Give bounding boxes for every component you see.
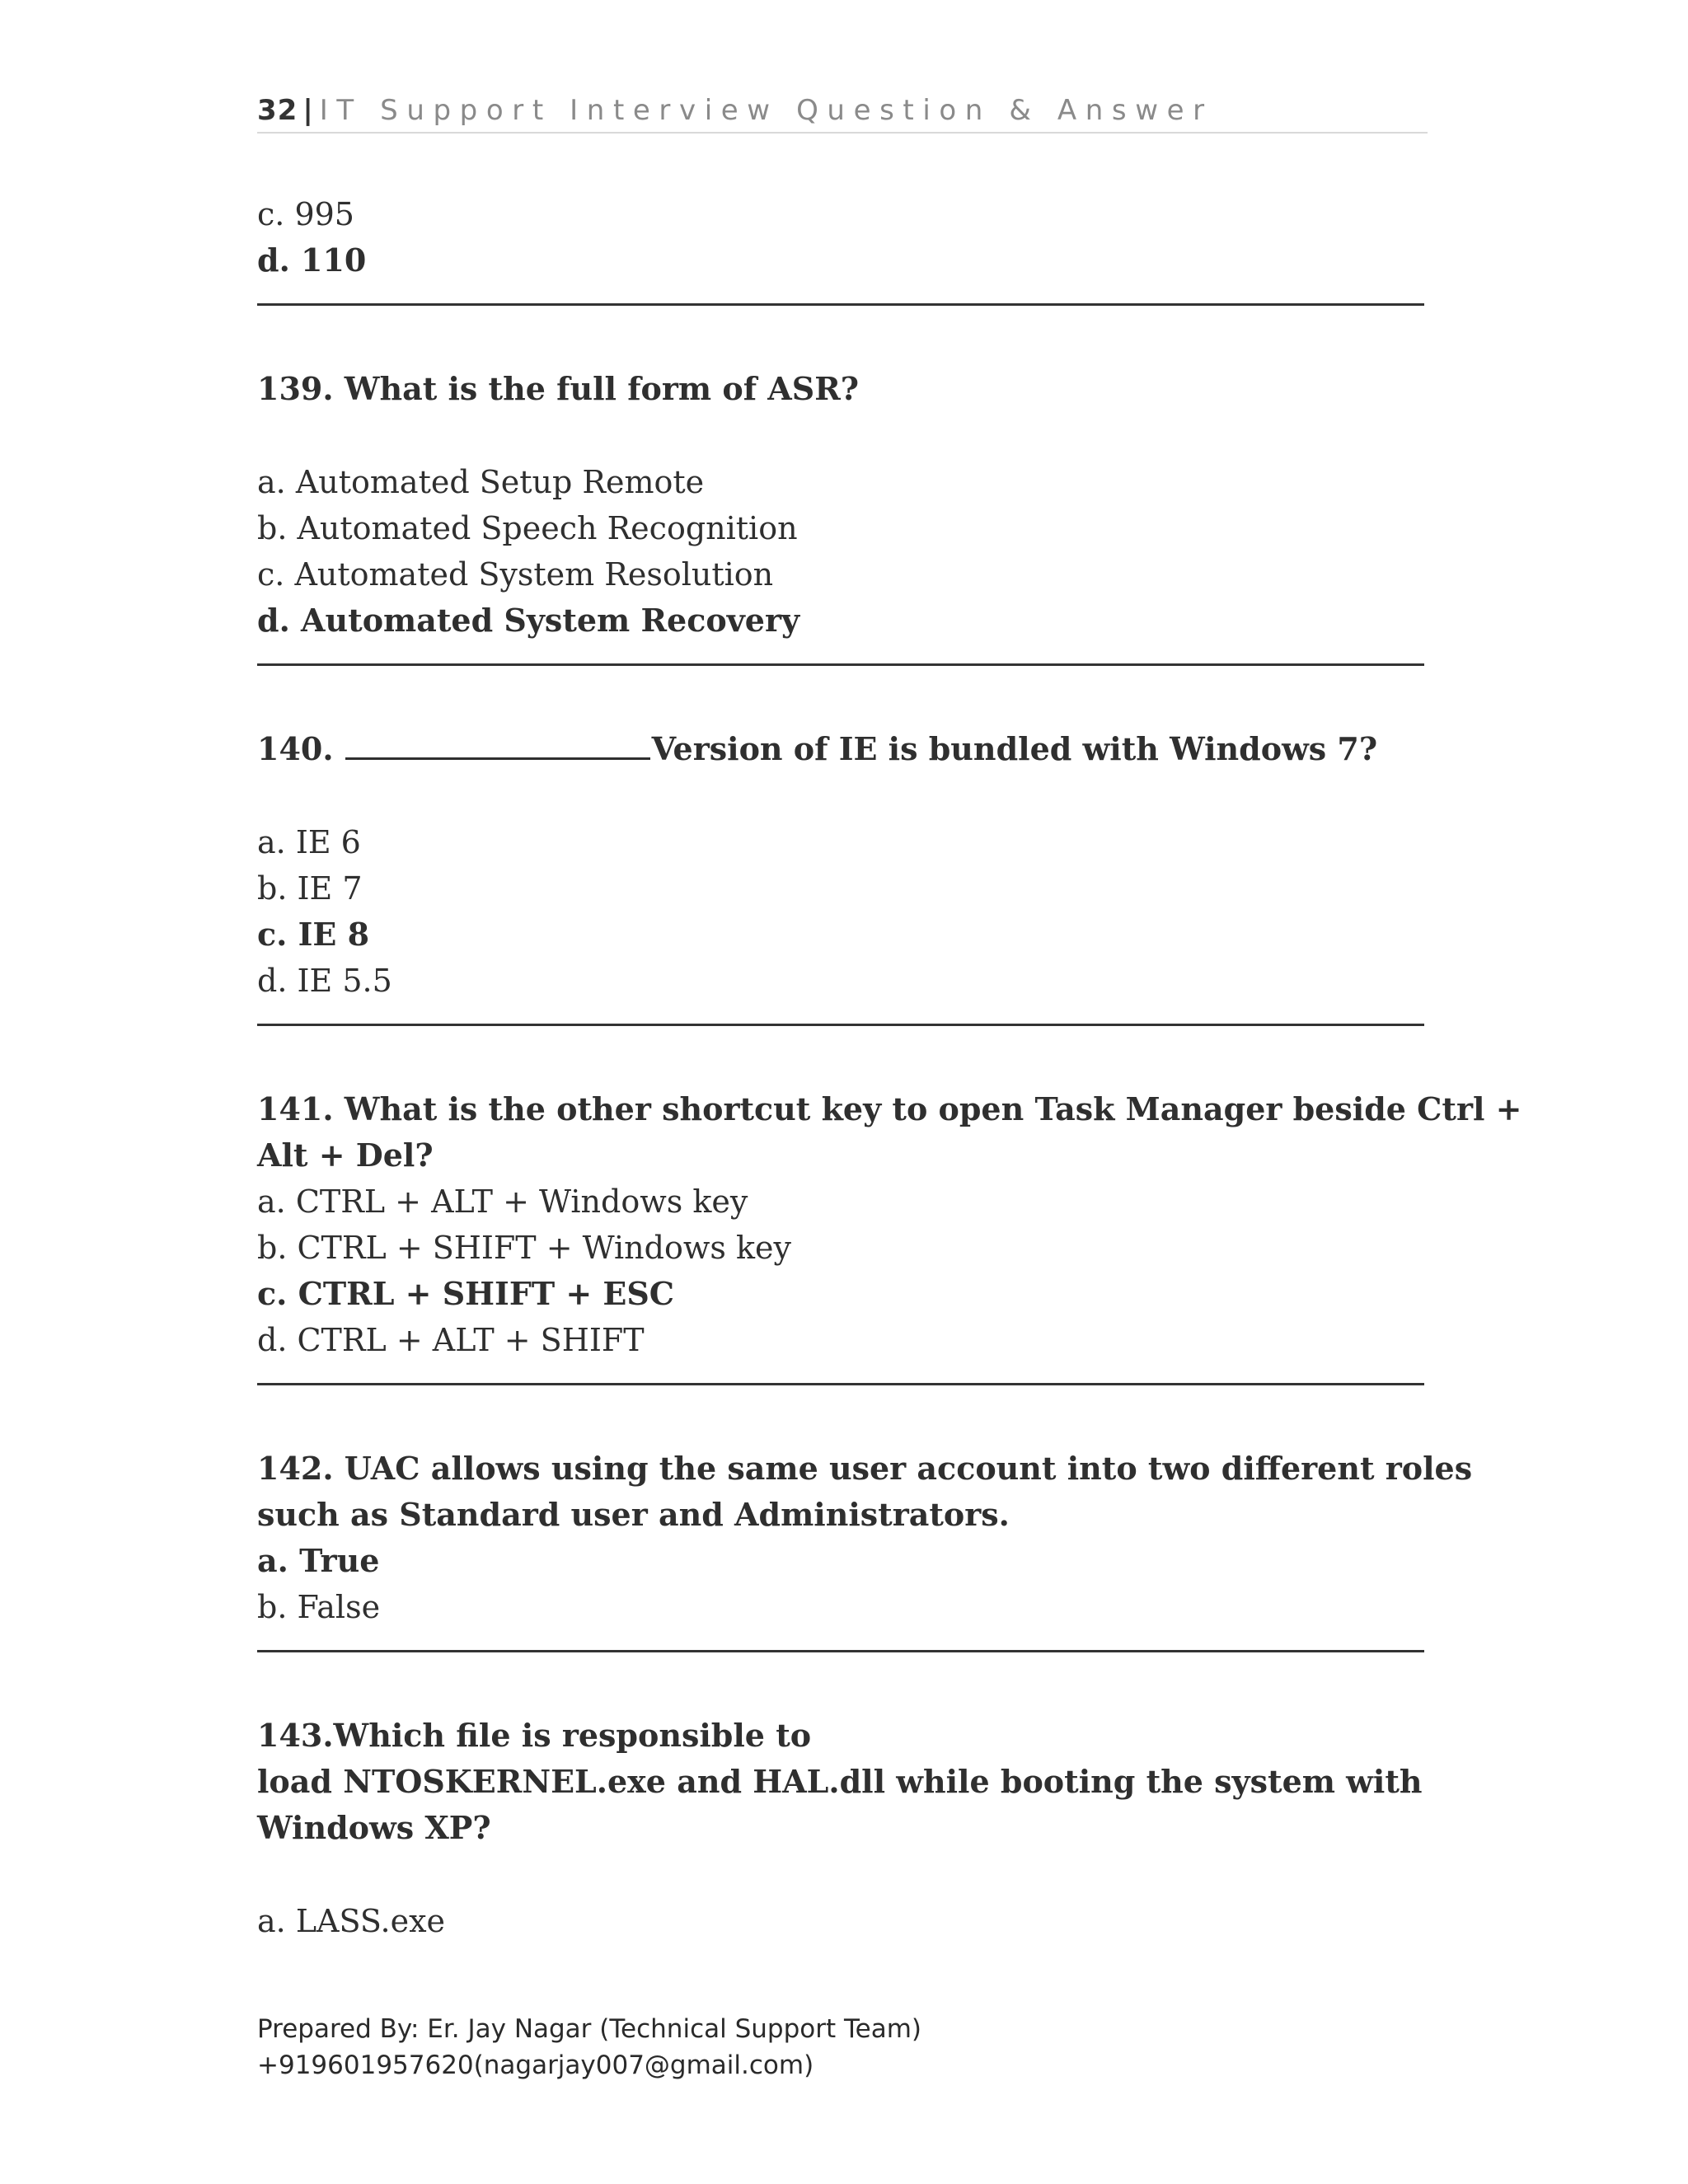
question-143-line-2: load NTOSKERNEL.exe and HAL.dll while booting the system with (257, 1763, 1423, 1800)
question-divider (257, 1383, 1424, 1385)
question-143-line-3: Windows XP? (257, 1809, 491, 1846)
q142-option-a-correct: a. True (257, 1542, 380, 1579)
q139-option-c: c. Automated System Resolution (257, 556, 774, 593)
question-divider (257, 303, 1424, 306)
question-143-line-1: 143.Which file is responsible to (257, 1717, 812, 1754)
question-divider (257, 1650, 1424, 1652)
page-footer (257, 2011, 921, 2083)
question-140 (257, 729, 1377, 769)
page-header (257, 92, 1428, 134)
q142-option-b: b. False (257, 1589, 381, 1625)
question-141-line-1: 141. What is the other shortcut key to open Task Manager beside Ctrl + (257, 1090, 1522, 1127)
fill-in-blank (345, 729, 650, 760)
question-141-line-2: Alt + Del? (257, 1137, 434, 1174)
option-d-carryover-correct: d. 110 (257, 241, 367, 279)
prepared-by: Prepared By: Er. Jay Nagar (Technical Support Team) (257, 2014, 921, 2044)
q141-option-d: d. CTRL + ALT + SHIFT (257, 1322, 645, 1358)
question-140-number: 140. (257, 730, 334, 767)
q139-option-b: b. Automated Speech Recognition (257, 510, 798, 546)
question-142-line-1: 142. UAC allows using the same user account into two different roles (257, 1450, 1473, 1487)
q140-option-d: d. IE 5.5 (257, 963, 392, 999)
question-divider (257, 663, 1424, 666)
q140-option-a: a. IE 6 (257, 824, 361, 860)
header-separator: | (302, 94, 313, 127)
q143-option-a: a. LASS.exe (257, 1903, 446, 1939)
q141-option-b: b. CTRL + SHIFT + Windows key (257, 1230, 791, 1266)
page-number: 32 (257, 94, 298, 127)
question-142-line-2: such as Standard user and Administrators. (257, 1496, 1010, 1533)
q141-option-a: a. CTRL + ALT + Windows key (257, 1183, 748, 1220)
document-title: IT Support Interview Question & Answer (319, 94, 1213, 127)
question-divider (257, 1024, 1424, 1026)
q140-option-b: b. IE 7 (257, 870, 363, 907)
contact-info: +919601957620(nagarjay007@gmail.com) (257, 2050, 814, 2080)
q141-option-c-correct: c. CTRL + SHIFT + ESC (257, 1275, 675, 1312)
question-140-text: Version of IE is bundled with Windows 7? (651, 730, 1378, 767)
option-c-carryover: c. 995 (257, 196, 354, 232)
question-139: 139. What is the full form of ASR? (257, 370, 860, 407)
q139-option-a: a. Automated Setup Remote (257, 464, 705, 500)
q139-option-d-correct: d. Automated System Recovery (257, 602, 800, 639)
q140-option-c-correct: c. IE 8 (257, 916, 370, 953)
